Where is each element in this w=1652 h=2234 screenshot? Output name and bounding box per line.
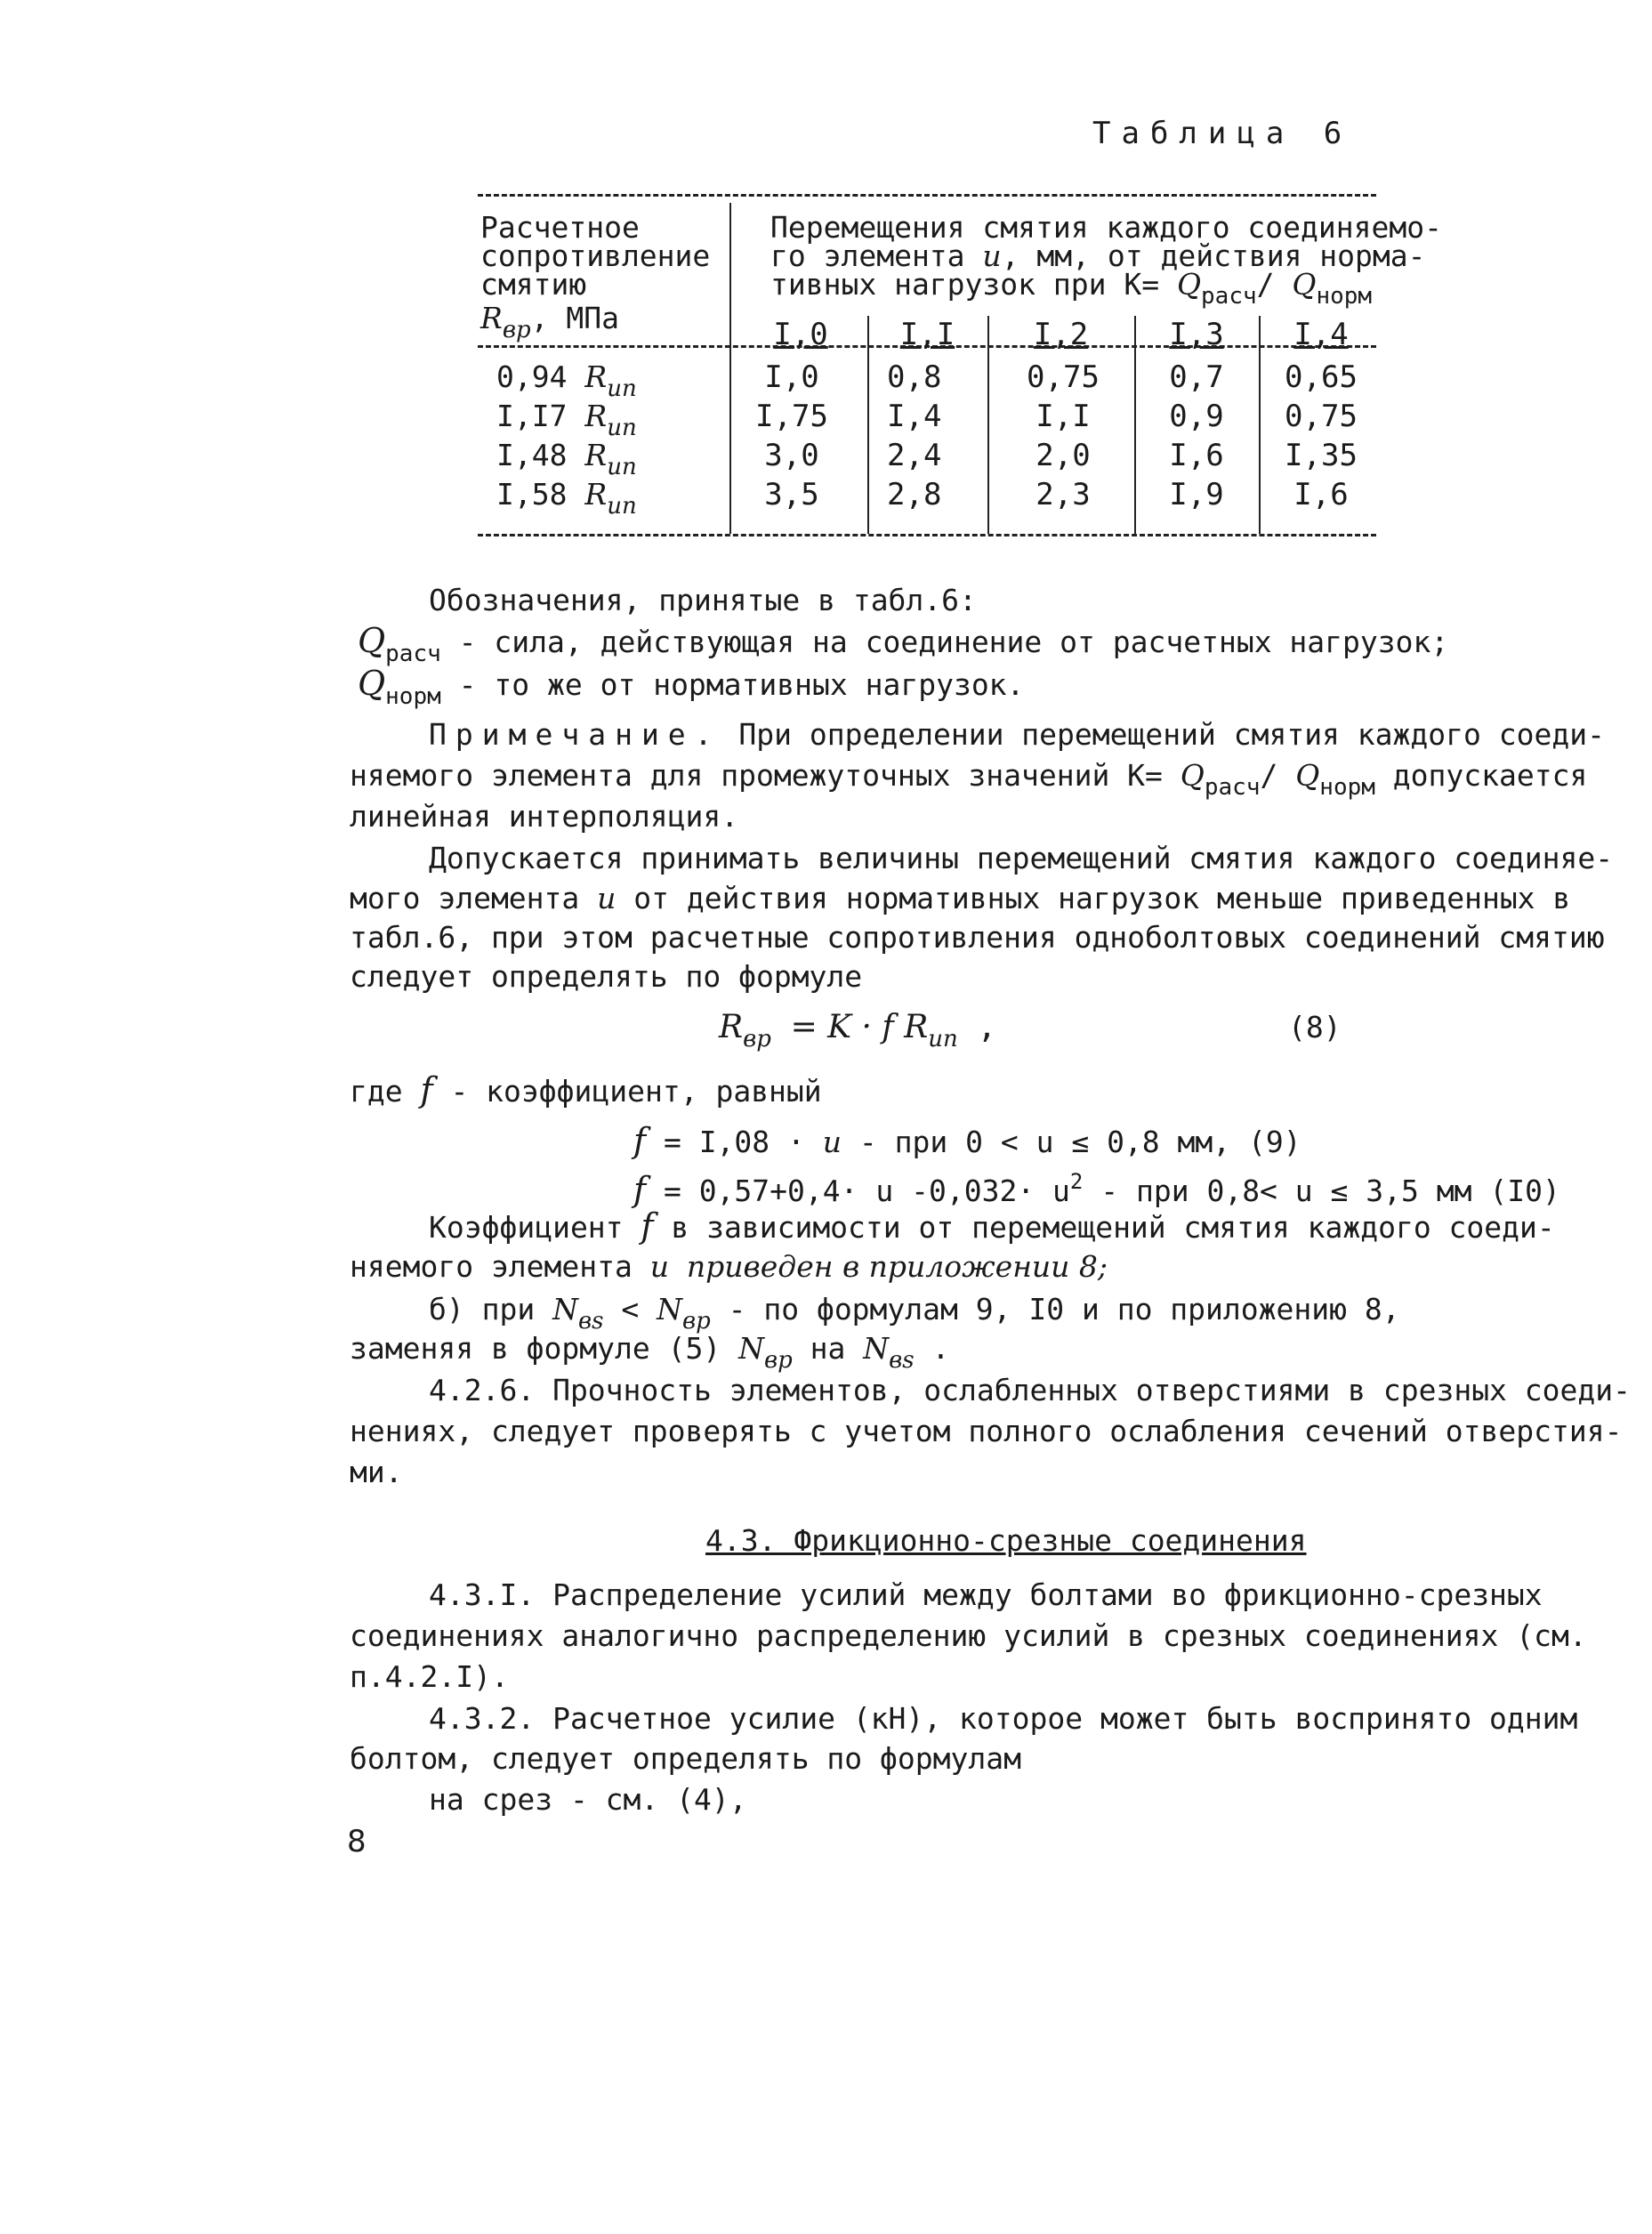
k-col-3: I,2 xyxy=(1033,317,1089,352)
r-sub: un xyxy=(607,375,637,402)
r-sub: un xyxy=(607,454,637,480)
case-b-line-2: заменяя в формуле (5) $N_{вр}$ на $N_{вs}$ . xyxy=(350,1331,950,1374)
q-rasch-sub: расч xyxy=(385,641,441,667)
note-line-3: линейная интерполяция. xyxy=(350,799,739,834)
s432-line-3: на срез - см. (4), xyxy=(429,1782,747,1817)
n-symbol: N xyxy=(657,1292,682,1327)
header-right xyxy=(770,210,1442,311)
formula-9-number: (9) xyxy=(1248,1125,1301,1159)
q-symbol: Q xyxy=(358,664,386,703)
k-col-2: I,I xyxy=(899,317,955,352)
mpa-unit: , МПа xyxy=(530,301,619,335)
table-cell: I,4 xyxy=(887,399,942,434)
q-norm-sub: норм xyxy=(385,683,441,710)
r-sub: un xyxy=(607,415,637,441)
q-norm-sub: норм xyxy=(1316,283,1373,310)
header-left-line-2: сопротивление xyxy=(480,238,711,273)
table-cell: 3,5 xyxy=(764,477,819,512)
header-right-line-3: тивных нагрузок при $К= Q_{расч}/$ $Q_{норм}$ xyxy=(770,267,1373,310)
para1-line-2 xyxy=(350,881,1570,916)
formula-8-number: (8) xyxy=(1288,1010,1342,1044)
f-symbol: f xyxy=(641,1206,654,1246)
formula-10 xyxy=(633,1164,1560,1209)
r-symbol: R xyxy=(719,1009,744,1045)
note-text-2a: няемого элемента для промежуточных значений К= xyxy=(350,758,1163,793)
less-than: < xyxy=(621,1292,640,1327)
s432-line-2: болтом, следует определять по формулам xyxy=(350,1741,1021,1776)
f-symbol: f xyxy=(633,1121,647,1160)
n-sub-bs: вs xyxy=(577,1308,604,1335)
table-cell: I,6 xyxy=(1293,477,1349,512)
table-cell: I,0 xyxy=(764,359,819,395)
legend-q-norm xyxy=(358,665,1024,714)
r-coef: 0,94 xyxy=(496,359,568,394)
s426-line-3: ми. xyxy=(350,1455,403,1489)
r-symbol: R xyxy=(584,438,608,472)
table-cell: 0,7 xyxy=(1169,359,1224,395)
header-left xyxy=(480,210,711,302)
f-symbol: f xyxy=(633,1170,647,1209)
table-caption: Таблица 6 xyxy=(1092,116,1353,151)
note-line-2: няемого элемента для промежуточных значений $К= Q_{расч}/$ $Q_{норм}$ допускается xyxy=(350,758,1588,801)
formula-9-expr: = I,08 · xyxy=(663,1125,805,1159)
s431-line-1: 4.3.I. Распределение усилий между болтами во фрикционно-срезных xyxy=(429,1577,1543,1612)
s426-line-1: 4.2.6. Прочность элементов, ослабленных отверстиями в срезных соеди- xyxy=(429,1373,1632,1407)
n-symbol: N xyxy=(552,1292,578,1327)
header-right-text-b: , мм, от действия норма- xyxy=(1001,238,1426,273)
table-cell: I,6 xyxy=(1169,438,1224,473)
table-cell: I,75 xyxy=(755,399,828,434)
para1-line-4: следует определять по формуле xyxy=(350,959,863,994)
u-symbol: u xyxy=(597,881,616,915)
table-cell: 3,0 xyxy=(764,438,819,473)
legend-q-rasch xyxy=(358,623,1448,672)
n-sub-bp: вр xyxy=(681,1308,711,1335)
r-sub: un xyxy=(928,1026,958,1052)
r-coef: I,48 xyxy=(496,438,568,472)
table-cell: 0,65 xyxy=(1285,359,1358,395)
para1-line-1: Допускается принимать величины перемещений смятия каждого соединяе- xyxy=(429,841,1614,875)
q-rasch-sub: расч xyxy=(1204,774,1261,801)
row-r-label xyxy=(496,477,637,524)
r-symbol: R xyxy=(584,359,608,394)
formula-8 xyxy=(719,1010,996,1057)
header-right-text-c: тивных нагрузок при К= xyxy=(770,267,1160,302)
table-cell: I,9 xyxy=(1169,477,1224,512)
table-cell: 0,75 xyxy=(1027,359,1100,395)
q-norm-sub: норм xyxy=(1319,774,1375,801)
case-b-text-1a: б) при xyxy=(429,1292,536,1327)
header-left-line-1: Расчетное xyxy=(480,210,640,245)
para1-text-2a: мого элемента xyxy=(350,881,580,915)
table-cell: I,I xyxy=(1036,399,1091,434)
para1-line-3: табл.6, при этом расчетные сопротивления одноболтовых соединений смятию xyxy=(350,920,1605,955)
formula-10-number: (I0) xyxy=(1489,1173,1560,1208)
table-top-rule xyxy=(478,194,1376,197)
s432-line-1: 4.3.2. Расчетное усилие (кН), которое может быть воспринято одним xyxy=(429,1701,1578,1736)
header-left-unit xyxy=(480,301,619,348)
formula-8-rhs: = K · f R xyxy=(790,1009,929,1045)
s426-line-2: нениях, следует проверять с учетом полного ослабления сечений отверстия- xyxy=(350,1414,1623,1448)
where-rest: - коэффициент, равный xyxy=(450,1074,822,1109)
coef-text-2b: приведен в приложении 8; xyxy=(686,1249,1108,1284)
formula-10-sup: 2 xyxy=(1069,1169,1084,1194)
coef-line-2 xyxy=(350,1249,1108,1285)
note-label: Примечание. xyxy=(429,717,721,752)
coef-text-2a: няемого элемента xyxy=(350,1249,633,1284)
k-col-5: I,4 xyxy=(1293,317,1349,352)
section-heading-4-3: 4.3. Фрикционно-срезные соединения xyxy=(705,1523,1307,1558)
q-rasch-sub: расч xyxy=(1201,283,1257,310)
s431-line-2: соединениях аналогично распределению усилий в срезных соединениях (см. xyxy=(350,1618,1587,1653)
where-text: где xyxy=(350,1074,403,1109)
u-symbol: u xyxy=(822,1125,842,1159)
n-sub-bp: вр xyxy=(763,1347,793,1374)
para1-text-2b: от действия нормативных нагрузок меньше приведенных в xyxy=(633,881,1571,915)
r-symbol: R xyxy=(584,399,608,433)
u-symbol: u xyxy=(982,238,1002,273)
note-line-1 xyxy=(429,717,1605,753)
q-symbol: Q xyxy=(1180,758,1205,793)
legend-q-rasch-text: - сила, действующая на соединение от расчетных нагрузок; xyxy=(458,625,1449,659)
r-coef: I,58 xyxy=(496,477,568,512)
k-col-4: I,3 xyxy=(1169,317,1224,352)
r-coef: I,I7 xyxy=(496,399,568,433)
k-col-1: I,0 xyxy=(773,317,828,352)
formula-9 xyxy=(633,1123,1301,1160)
n-sub-bs: вs xyxy=(889,1347,915,1374)
coef-text-1a: Коэффициент xyxy=(429,1210,624,1245)
n-symbol: N xyxy=(863,1331,890,1366)
r-symbol: R xyxy=(480,301,503,335)
r-symbol: R xyxy=(584,477,608,512)
header-right-text-a: го элемента xyxy=(770,238,965,273)
note-text-1: При определении перемещений смятия каждого соеди- xyxy=(738,717,1605,752)
q-symbol: Q xyxy=(1176,267,1202,302)
case-b-text-1b: - по формулам 9, I0 и по приложению 8, xyxy=(728,1292,1400,1327)
header-right-line-1: Перемещения смятия каждого соединяемо- xyxy=(770,210,1442,245)
formula-8-tail: , xyxy=(977,1009,997,1045)
table-bottom-rule xyxy=(478,534,1376,536)
formula-10-cond: - при 0,8< u ≤ 3,5 мм xyxy=(1100,1173,1472,1208)
table-cell: 2,3 xyxy=(1036,477,1091,512)
r-sub: un xyxy=(607,493,637,520)
q-symbol: Q xyxy=(358,621,386,660)
q-symbol: Q xyxy=(1292,267,1317,302)
table-cell: 0,8 xyxy=(887,359,942,395)
r-subscript: вр xyxy=(502,317,531,343)
note-text-2b: допускается xyxy=(1392,758,1588,793)
table-cell: 0,75 xyxy=(1285,399,1358,434)
case-b-text-2a: заменяя в формуле (5) xyxy=(350,1331,721,1366)
s431-line-3: п.4.2.I). xyxy=(350,1659,509,1694)
page-number: 8 xyxy=(347,1824,367,1859)
table-cell: 0,9 xyxy=(1169,399,1224,434)
formula-10-expr: = 0,57+0,4· u -0,032· u xyxy=(663,1173,1070,1208)
r-sub: вр xyxy=(743,1026,771,1052)
case-b-text-2b: на xyxy=(810,1331,846,1366)
table-cell: 2,0 xyxy=(1036,438,1091,473)
q-symbol: Q xyxy=(1295,758,1320,793)
u-symbol: u xyxy=(649,1249,670,1284)
legend-q-norm-text: - то же от нормативных нагрузок. xyxy=(458,667,1025,702)
header-left-line-3: смятию xyxy=(480,267,587,302)
formula-9-cond: - при 0 < u ≤ 0,8 мм, xyxy=(858,1125,1231,1159)
legend-intro: Обозначения, принятые в табл.6: xyxy=(429,583,977,617)
n-symbol: N xyxy=(738,1331,764,1366)
table-cell: I,35 xyxy=(1285,438,1358,473)
f-symbol: f xyxy=(420,1070,433,1109)
table-cell: 2,4 xyxy=(887,438,942,473)
table-cell: 2,8 xyxy=(887,477,942,512)
where-line xyxy=(350,1072,822,1109)
coef-line-1 xyxy=(429,1208,1555,1246)
coef-text-1b: в зависимости от перемещений смятия каждого соеди- xyxy=(671,1210,1555,1245)
